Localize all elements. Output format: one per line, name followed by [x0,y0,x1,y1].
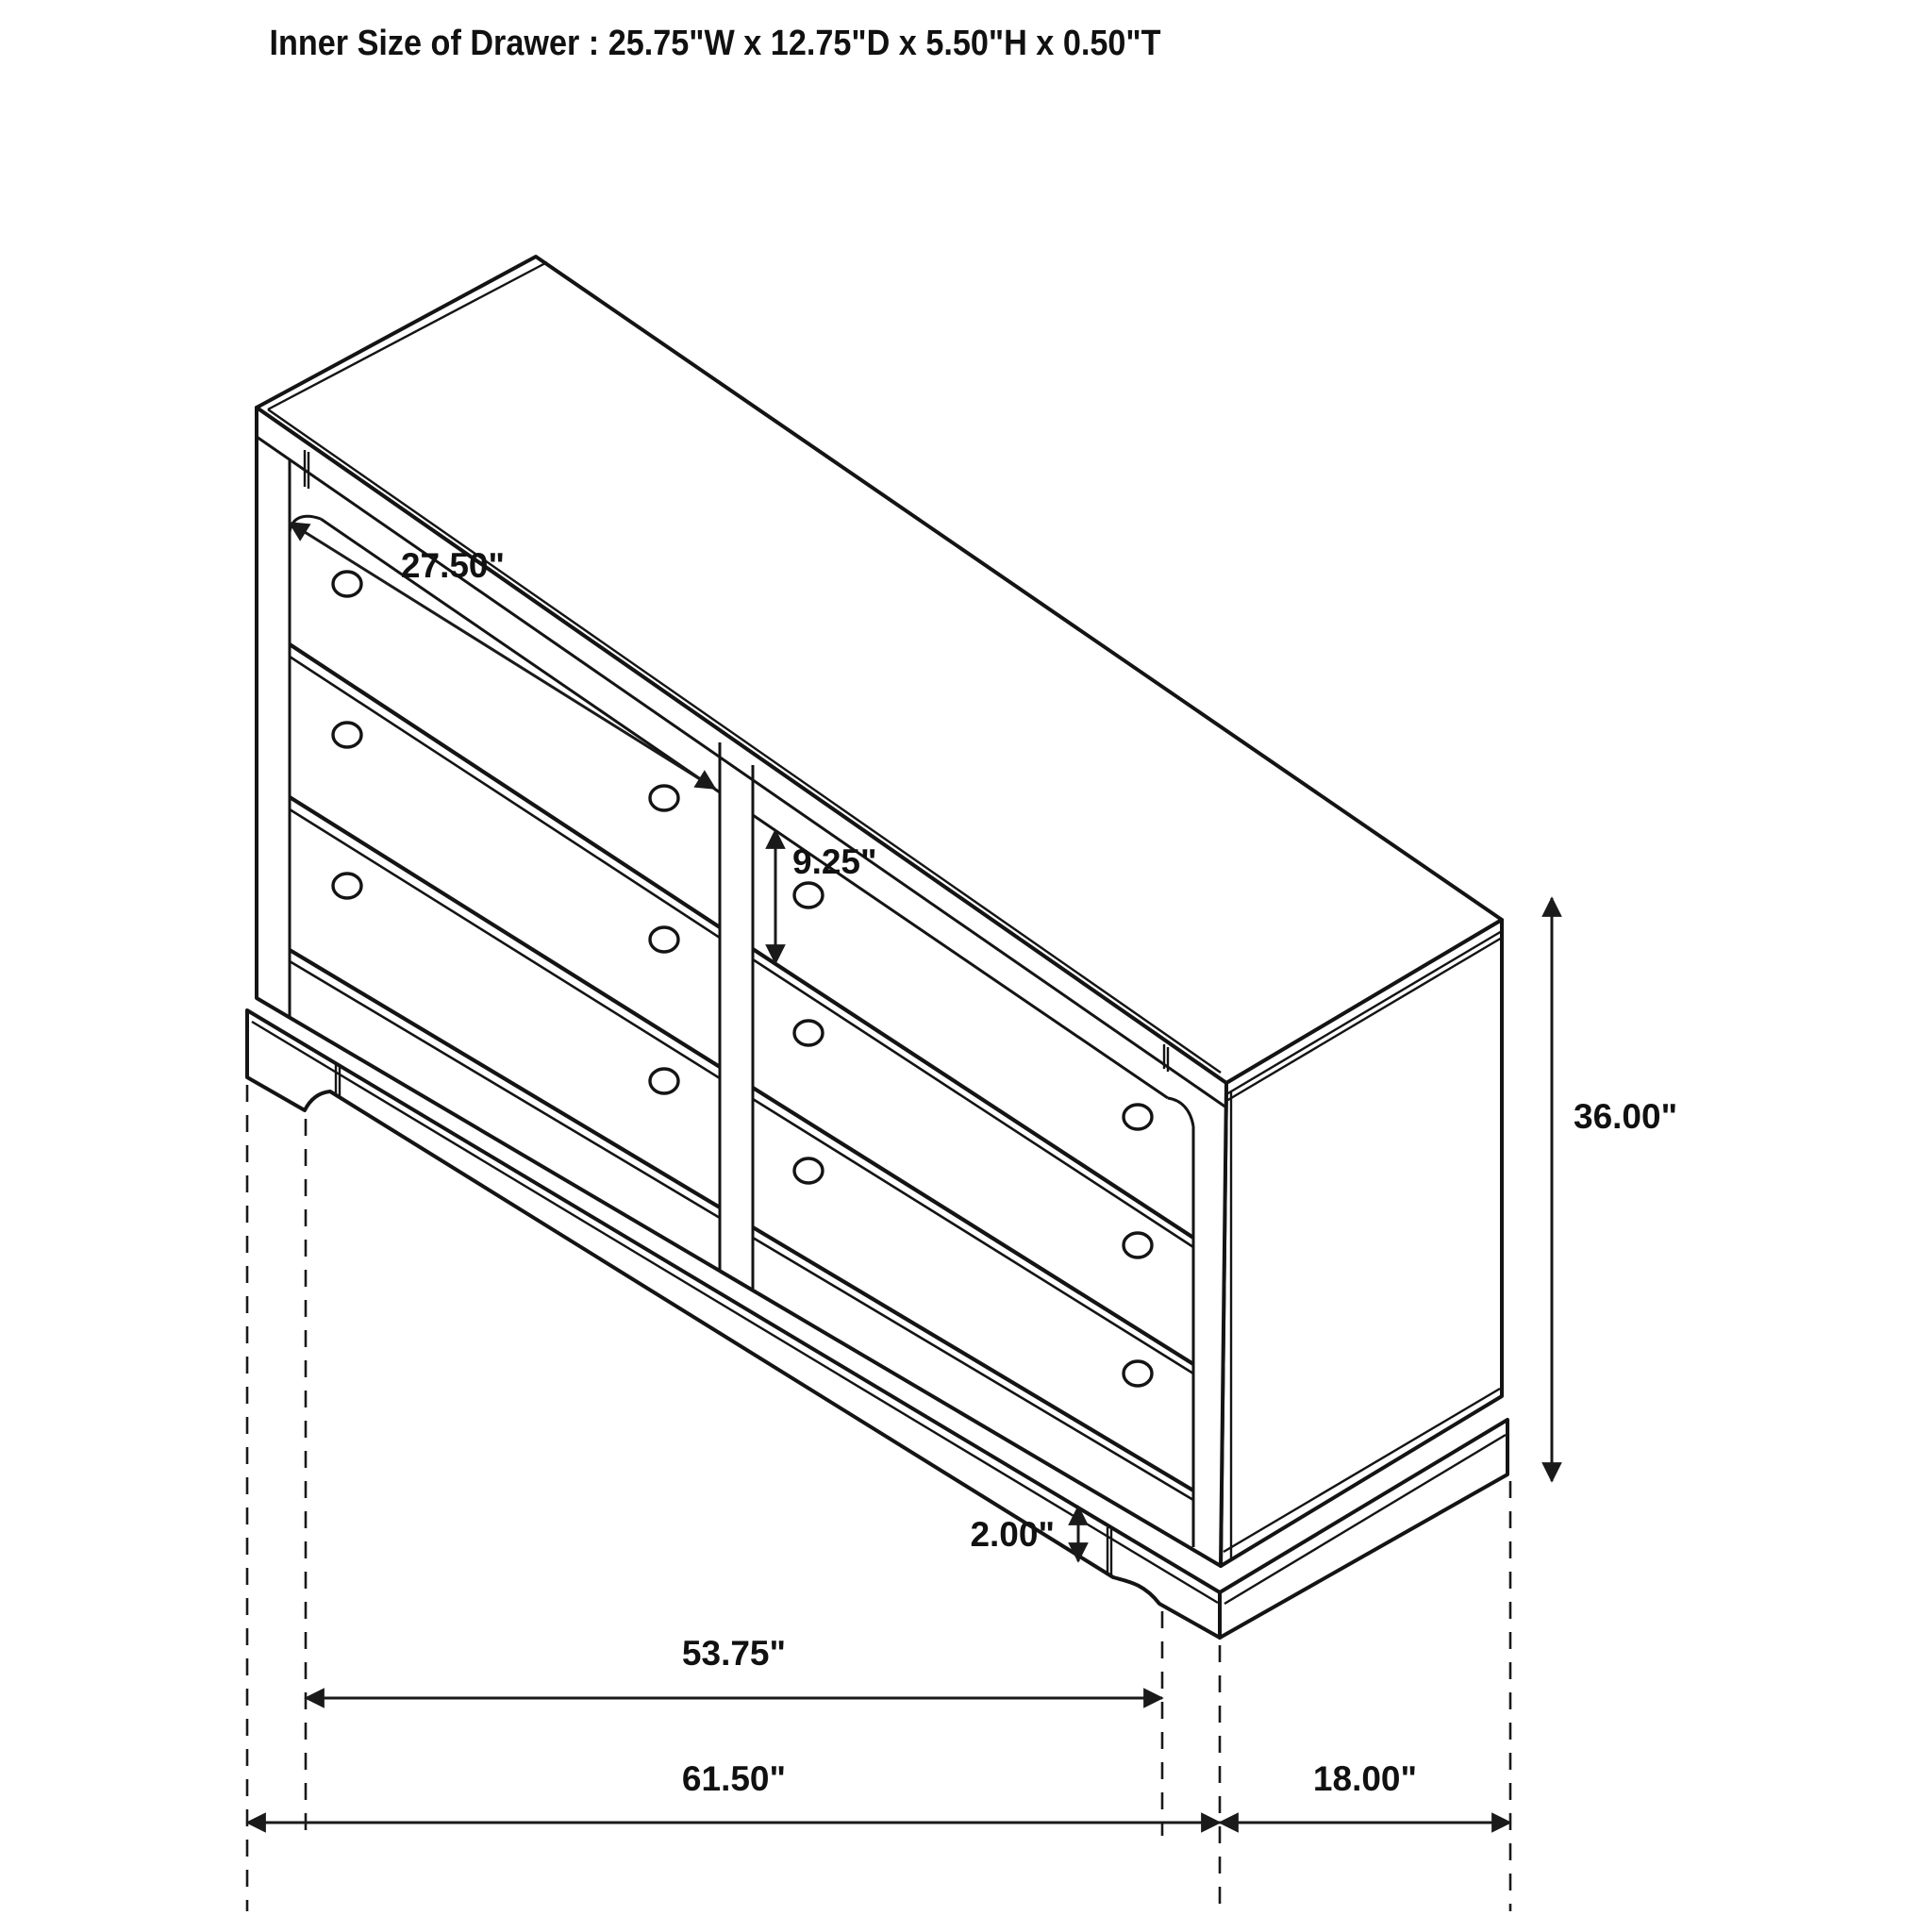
dim-overall-height [1552,898,1677,1481]
knob [650,786,678,810]
knob [650,1069,678,1093]
knob [333,723,361,747]
knob [333,572,361,596]
knob [794,1158,823,1183]
diagram-title: Inner Size of Drawer : 25.75"W x 12.75"D x 5.50"H x 0.50"T [269,24,1161,63]
dresser-drawing [247,257,1507,1638]
knob [1124,1105,1152,1129]
knob [794,883,823,908]
dim-feet-span [306,1634,1162,1698]
dimension-label-overall-height: 36.00" [1574,1097,1678,1136]
knob [794,1021,823,1045]
knob [1124,1233,1152,1257]
dim-overall-depth [1220,1759,1510,1823]
dimension-label-drawer-front-height: 9.25" [792,842,877,881]
dimension-label-overall-depth: 18.00" [1312,1759,1418,1798]
dimension-label-overall-width: 61.50" [681,1759,787,1798]
knob [650,927,678,952]
dimension-label-feet-span: 53.75" [681,1634,787,1673]
dim-overall-width [247,1759,1220,1823]
knob [1124,1361,1152,1386]
knob [333,874,361,898]
dimension-label-drawer-opening-width: 27.50" [400,546,506,585]
dimension-label-base-height: 2.00" [970,1515,1055,1554]
